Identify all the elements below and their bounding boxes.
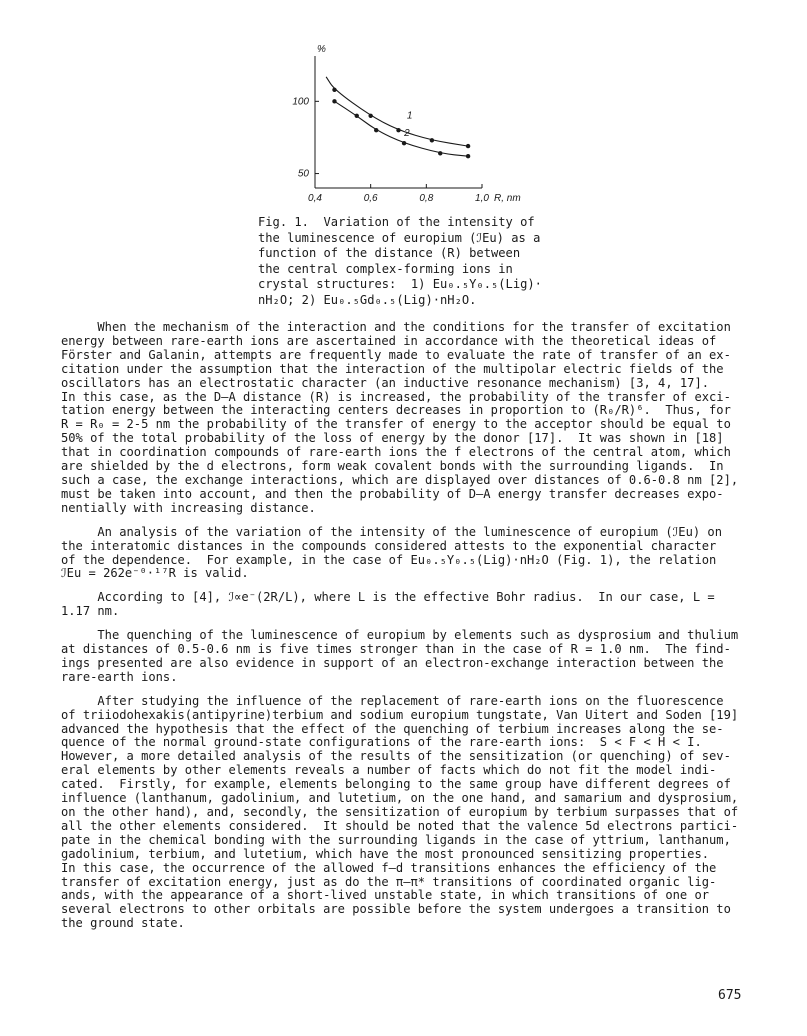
caption-line: nH₂O; 2) Eu₀.₅Gd₀.₅(Lig)·nH₂O. — [258, 292, 477, 307]
text-line: ings presented are also evidence in support of an electron-exchange interaction between the — [61, 655, 724, 670]
text-line: several electrons to other orbitals are possible before the system undergoes a transition to — [61, 902, 731, 917]
page-number: 675 — [718, 988, 742, 1003]
text-line: 1.17 nm. — [61, 604, 120, 619]
text-line: An analysis of the variation of the intensity of the luminescence of europium (ℐEu) on — [61, 524, 722, 539]
data-point — [332, 88, 336, 92]
paragraph — [61, 321, 751, 516]
text-line: on the other hand), and, secondly, the sensitization of europium by terbium surpasses that of — [61, 805, 739, 819]
text-line: ands, with the appearance of a short-lived unstable state, in which transitions of one or — [61, 888, 710, 903]
text-line: citation under the assumption that the interaction of the multipolar electric fields of the — [61, 361, 724, 376]
figure-caption — [258, 215, 558, 309]
paragraph — [61, 629, 751, 685]
text-line: quence of the normal ground-state configurations of the rare-earth ions: S < F < H < I. — [61, 735, 702, 750]
text-line: According to [4], ℐ∝e⁻(2R/L), where L is the effective Bohr radius. In our case, L = — [61, 590, 715, 605]
series-line-2 — [334, 101, 468, 156]
caption-line: function of the distance (R) between — [258, 246, 521, 261]
text-line: the interatomic distances in the compounds considered attests to the exponential character — [61, 538, 717, 553]
caption-line: the central complex-forming ions in — [258, 261, 513, 276]
text-line: gadolinium, terbium, and lutetium, which have the most pronounced sensitizing properties. — [61, 846, 710, 861]
text-line: When the mechanism of the interaction and the conditions for the transfer of excitation — [61, 320, 731, 334]
text-line: of triiodohexakis(antipyrine)terbium and sodium europium tungstate, Van Uitert and Soden [19] — [61, 707, 739, 722]
data-point — [396, 128, 400, 132]
text-line: 50% of the total probability of the loss of energy by the donor [17]. It was shown in [18] — [61, 431, 724, 446]
x-tick-label: 0,4 — [308, 193, 322, 204]
data-point — [368, 114, 372, 118]
caption-line: the luminescence of europium (ℐEu) as a — [258, 230, 541, 245]
text-line: advanced the hypothesis that the effect of the quenching of terbium increases along the se- — [61, 721, 724, 736]
text-line: of the dependence. For example, in the case of Eu₀.₅Y₀.₅(Lig)·nH₂O (Fig. 1), the relation — [61, 552, 717, 567]
data-point — [438, 151, 442, 155]
text-line: the ground state. — [61, 916, 185, 931]
text-line: However, a more detailed analysis of the results of the sensitization (or quenching) of sev- — [61, 749, 731, 764]
data-point — [466, 154, 470, 158]
data-point — [402, 141, 406, 145]
data-point — [466, 144, 470, 148]
series-line-1 — [326, 77, 468, 146]
x-tick-label: 0,6 — [363, 193, 378, 204]
text-line: such a case, the exchange interactions, which are displayed over distances of 0.6-0.8 nm [2], — [61, 472, 739, 487]
y-tick-label: 50 — [297, 168, 309, 180]
caption-line: Fig. 1. Variation of the intensity of — [258, 215, 535, 229]
text-line: oscillators has an electrostatic character (an inductive resonance mechanism) [3, 4, 17]. — [61, 375, 710, 390]
text-line: all the other elements considered. It should be noted that the valence 5d electrons partici- — [61, 818, 739, 833]
text-line: nentially with increasing distance. — [61, 500, 316, 515]
series-label-2: 2 — [404, 128, 410, 139]
paragraph — [61, 591, 751, 619]
data-point — [332, 99, 336, 103]
body-text — [61, 321, 751, 941]
x-axis-label: R, nm — [494, 193, 521, 204]
data-point — [374, 128, 378, 132]
text-line: The quenching of the luminescence of europium by elements such as dysprosium and thulium — [61, 628, 739, 643]
series-label-1: 1 — [406, 110, 413, 122]
text-line: cated. Firstly, for example, elements belonging to the same group have different degrees of — [61, 777, 731, 792]
x-tick-label: 0,8 — [419, 193, 434, 204]
text-line: that in coordination compounds of rare-earth ions the f electrons of the central atom, which — [61, 445, 731, 460]
paragraph — [61, 526, 751, 582]
text-line: transfer of excitation energy, just as do the π—π* transitions of coordinated organic lig- — [61, 874, 717, 889]
text-line: After studying the influence of the replacement of rare-earth ions on the fluorescence — [61, 693, 724, 708]
text-line: In this case, as the D—A distance (R) is increased, the probability of the transfer of exci- — [61, 389, 731, 404]
data-point — [355, 114, 359, 118]
text-line: Förster and Galanin, attempts are frequently made to evaluate the rate of transfer of an ex- — [61, 347, 731, 362]
paragraph — [61, 695, 751, 931]
text-line: rare-earth ions. — [61, 669, 178, 684]
text-line: energy between rare-earth ions are ascertained in accordance with the theoretical ideas of — [61, 333, 717, 348]
x-tick-label: 1,0 — [475, 193, 489, 204]
caption-line: crystal structures: 1) Eu₀.₅Y₀.₅(Lig)· — [258, 277, 542, 292]
figure-1-chart — [270, 38, 521, 206]
text-line: at distances of 0.5-0.6 nm is five times stronger than in the case of R = 1.0 nm. The find- — [61, 642, 731, 657]
text-line: pate in the chemical bonding with the surrounding ligands in the case of yttrium, lanthanum, — [61, 832, 731, 847]
text-line: must be taken into account, and then the probability of D—A energy transfer decreases expo- — [61, 486, 724, 501]
y-tick-label: 100 — [292, 96, 309, 108]
text-line: In this case, the occurrence of the allowed f—d transitions enhances the efficiency of the — [61, 860, 717, 875]
y-axis-label: % — [317, 44, 326, 55]
text-line: tation energy between the interacting centers decreases in proportion to (R₀/R)⁶. Thus, for — [61, 403, 731, 418]
text-line: influence (lanthanum, gadolinium, and lutetium, on the one hand, and samarium and dysprosium, — [61, 791, 739, 806]
text-line: are shielded by the d electrons, form weak covalent bonds with the surrounding ligands. In — [61, 459, 724, 474]
chart-svg — [270, 38, 521, 206]
text-line: R = R₀ = 2-5 nm the probability of the transfer of energy to the acceptor should be equal to — [61, 417, 731, 432]
data-point — [430, 138, 434, 142]
text-line: eral elements by other elements reveals a number of facts which do not fit the model indi- — [61, 763, 717, 778]
text-line: ℐEu = 262e⁻⁰·¹⁷R is valid. — [61, 566, 249, 581]
